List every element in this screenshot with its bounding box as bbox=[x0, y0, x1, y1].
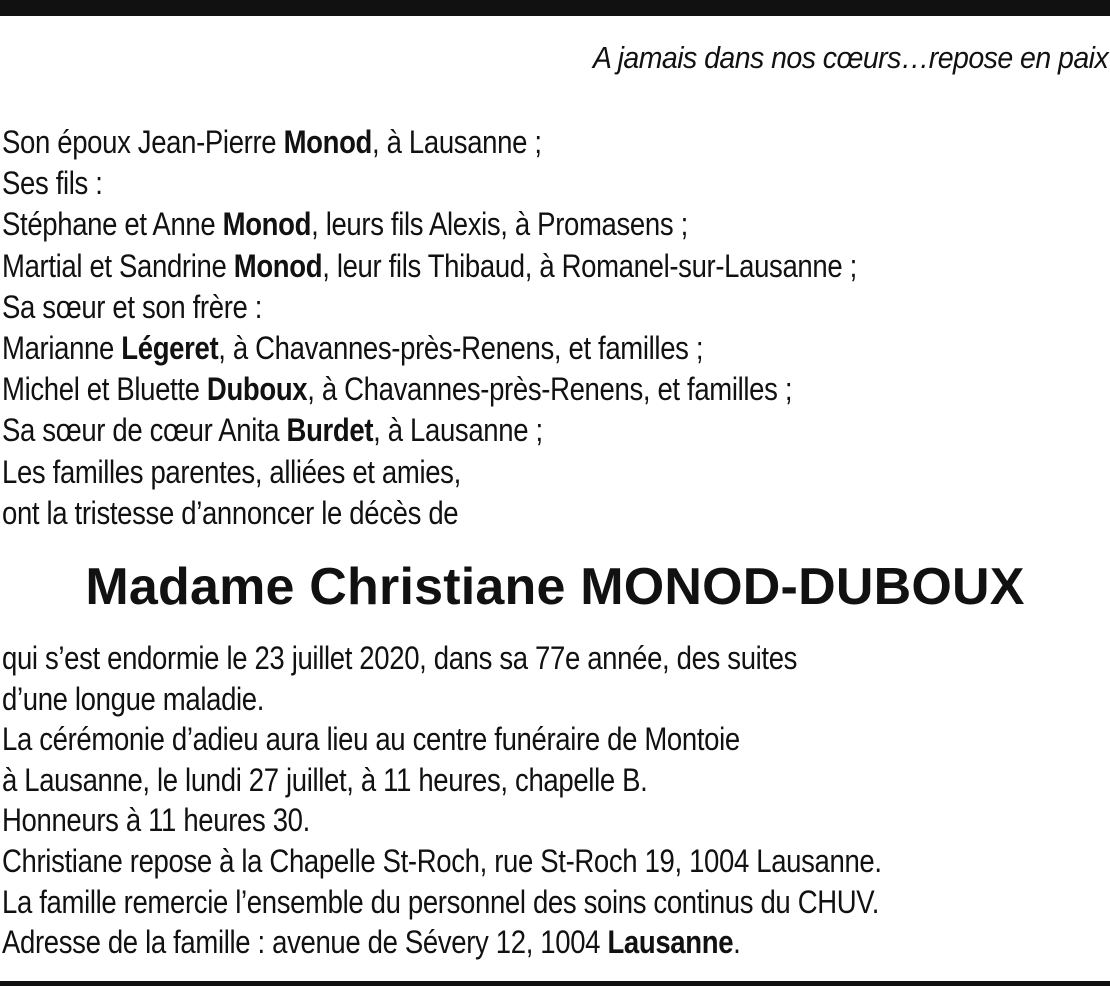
surname: Monod bbox=[283, 124, 373, 160]
family-line-text: , à Lausanne ; bbox=[372, 124, 542, 160]
family-line-text: Martial et Sandrine bbox=[2, 247, 234, 284]
bottom-border-rule bbox=[0, 981, 1110, 986]
details-line: qui s’est endormie le 23 juillet 2020, dans sa 77e année, des suites bbox=[2, 640, 798, 676]
surname: Duboux bbox=[206, 371, 308, 408]
surname: Légeret bbox=[121, 330, 219, 367]
family-line-text: Sa sœur de cœur Anita bbox=[2, 412, 287, 449]
address-city: Lausanne bbox=[607, 924, 734, 961]
family-line-text: Stéphane et Anne bbox=[2, 206, 223, 243]
family-line bbox=[2, 204, 857, 245]
family-line-text: , leurs fils Alexis, à Promasens ; bbox=[311, 206, 688, 243]
details-line: Honneurs à 11 heures 30. bbox=[2, 802, 310, 839]
details-line: à Lausanne, le lundi 27 juillet, à 11 heures, chapelle B. bbox=[2, 761, 648, 798]
family-line: Les familles parentes, alliées et amies, bbox=[2, 453, 461, 490]
address-text: Adresse de la famille : avenue de Sévery 12, 1004 bbox=[2, 924, 608, 961]
deceased-name: Madame Christiane MONOD-DUBOUX bbox=[85, 558, 1025, 616]
address-text: . bbox=[733, 924, 741, 961]
epigraph: A jamais dans nos cœurs…repose en paix bbox=[592, 40, 1108, 75]
family-line-text: Michel et Bluette bbox=[2, 371, 207, 408]
family-line-text: Marianne bbox=[2, 330, 122, 367]
family-line bbox=[2, 410, 857, 451]
family-line-text: , à Chavannes-près-Renens, et familles ; bbox=[307, 371, 793, 408]
family-line: Sa sœur et son frère : bbox=[2, 288, 263, 325]
top-border-rule bbox=[0, 0, 1110, 16]
family-line-text: Son époux Jean-Pierre bbox=[2, 124, 284, 160]
family-line-text: , à Chavannes-près-Renens, et familles ; bbox=[218, 330, 704, 367]
family-address-line bbox=[2, 922, 882, 963]
details-line: d’une longue maladie. bbox=[2, 680, 265, 717]
family-line bbox=[2, 246, 857, 287]
family-line: Ses fils : bbox=[2, 165, 103, 202]
surname: Monod bbox=[233, 247, 323, 284]
family-line bbox=[2, 328, 857, 369]
family-line-text: , leur fils Thibaud, à Romanel-sur-Lausanne ; bbox=[322, 247, 857, 284]
ceremony-details bbox=[2, 638, 882, 963]
surname: Monod bbox=[222, 206, 312, 243]
details-line: La cérémonie d’adieu aura lieu au centre funéraire de Montoie bbox=[2, 721, 740, 758]
family-line-text: , à Lausanne ; bbox=[373, 412, 543, 449]
family-line: ont la tristesse d’annoncer le décès de bbox=[2, 494, 459, 531]
family-line bbox=[2, 369, 857, 410]
family-list bbox=[2, 122, 857, 534]
family-line bbox=[2, 122, 857, 163]
details-line: Christiane repose à la Chapelle St-Roch, rue St-Roch 19, 1004 Lausanne. bbox=[2, 842, 882, 879]
details-line: La famille remercie l’ensemble du personnel des soins continus du CHUV. bbox=[2, 883, 880, 920]
surname: Burdet bbox=[286, 412, 374, 449]
